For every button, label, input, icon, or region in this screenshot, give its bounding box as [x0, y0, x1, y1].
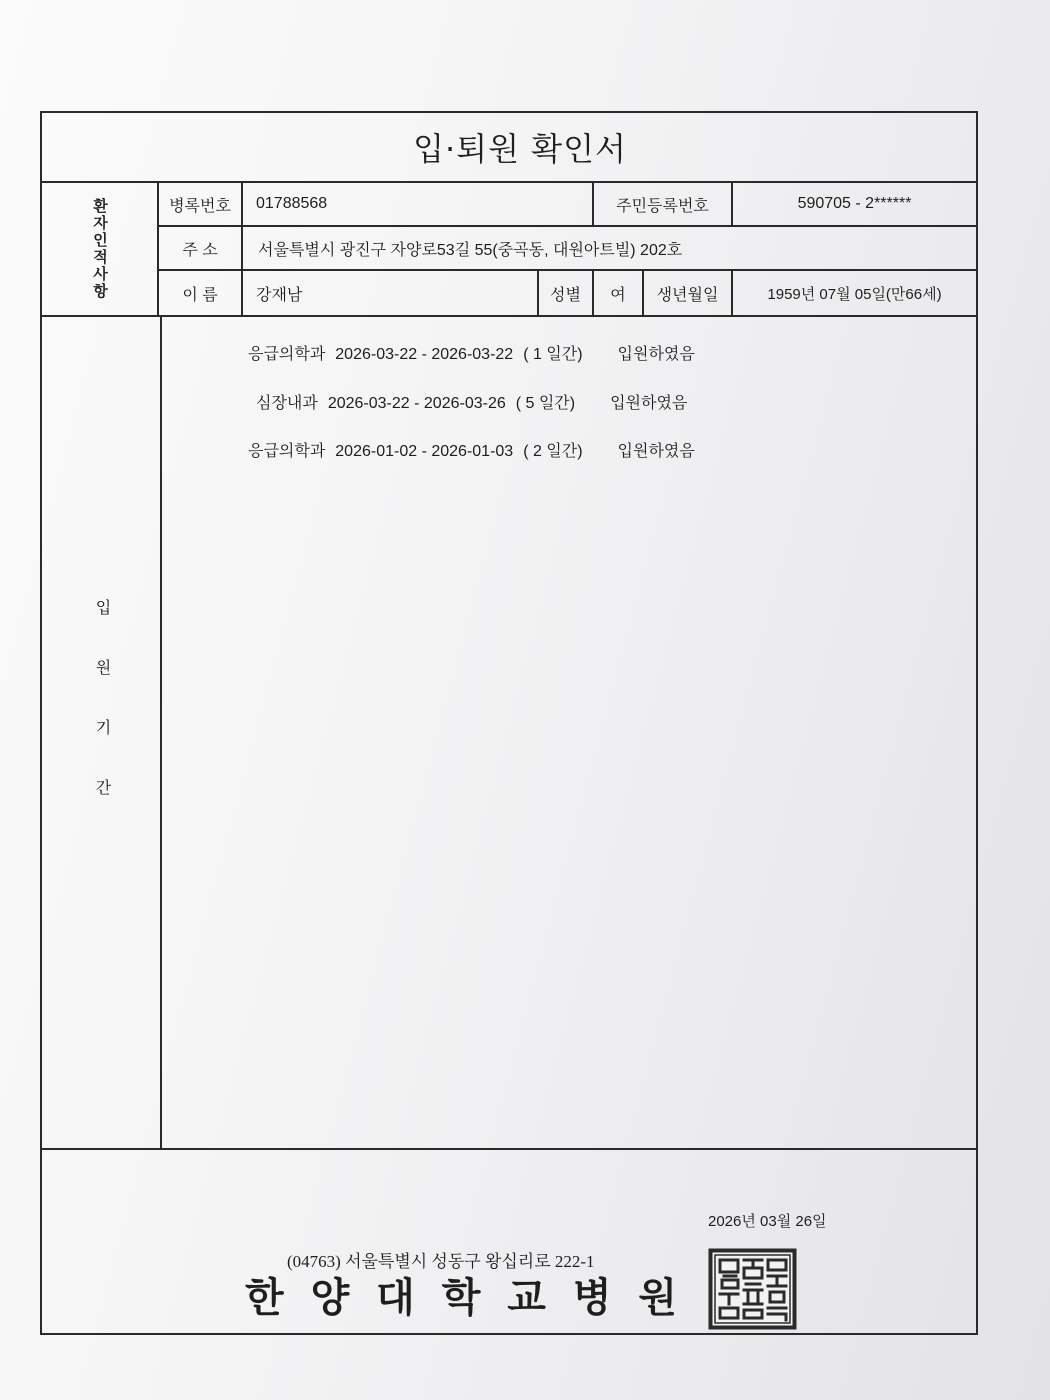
record-period: 2026-03-22 - 2026-03-26	[327, 395, 506, 412]
admission-section-label: 입원기간	[93, 599, 110, 839]
record-duration: ( 2 일간)	[523, 443, 583, 460]
record-period: 2026-01-02 - 2026-01-03	[335, 443, 514, 460]
record-status: 입원하였음	[617, 443, 695, 460]
record-duration: ( 1 일간)	[523, 346, 583, 363]
record-department: 응급의학과	[248, 346, 326, 363]
record-department: 응급의학과	[248, 443, 326, 460]
hospital-address: (04763) 서울특별시 성동구 왕십리로 222-1	[287, 1252, 595, 1271]
record-status: 입원하였음	[617, 346, 695, 363]
title-row	[42, 113, 976, 183]
chart-number-label: 병록번호	[159, 183, 243, 227]
patient-info-table	[159, 183, 976, 315]
chart-number-value: 01788568	[243, 183, 594, 227]
birth-date-value: 1959년 07월 05일(만66세)	[767, 285, 942, 303]
hospital-seal	[708, 1248, 797, 1330]
record-department: 심장내과	[256, 395, 318, 412]
record-duration: ( 5 일간)	[515, 395, 576, 412]
hospital-name: 한 양 대 학 교 병 원	[245, 1274, 684, 1321]
record-status: 입원하였음	[610, 395, 688, 412]
name-label: 이 름	[159, 271, 243, 315]
patient-info-section	[42, 183, 976, 317]
resident-number-value: 590705 - 2******	[733, 183, 976, 227]
admission-side-label-cell	[42, 317, 162, 1148]
address-label: 주 소	[159, 227, 243, 271]
admission-records	[162, 317, 976, 1148]
resident-number-label: 주민등록번호	[594, 183, 733, 227]
patient-info-section-label: 환자인적사항	[91, 198, 108, 300]
issue-date: 2026년 03월 26일	[708, 1213, 827, 1230]
sex-label: 성별	[539, 271, 594, 315]
admission-section	[42, 317, 976, 1150]
admission-record	[248, 345, 695, 365]
name-value: 강재남	[243, 271, 539, 315]
record-period: 2026-03-22 - 2026-03-22	[335, 346, 514, 363]
sex-value: 여	[594, 271, 644, 315]
address-value: 서울특별시 광진구 자양로53길 55(중곡동, 대원아트빌) 202호	[243, 227, 976, 271]
patient-info-side-label-cell	[42, 183, 159, 315]
document-title: 입·퇴원 확인서	[413, 130, 627, 168]
birth-date-label: 생년월일	[644, 271, 733, 315]
issuer-footer	[42, 1150, 976, 1333]
admission-record	[248, 442, 695, 462]
admission-record	[256, 394, 687, 414]
document-frame	[40, 111, 978, 1335]
